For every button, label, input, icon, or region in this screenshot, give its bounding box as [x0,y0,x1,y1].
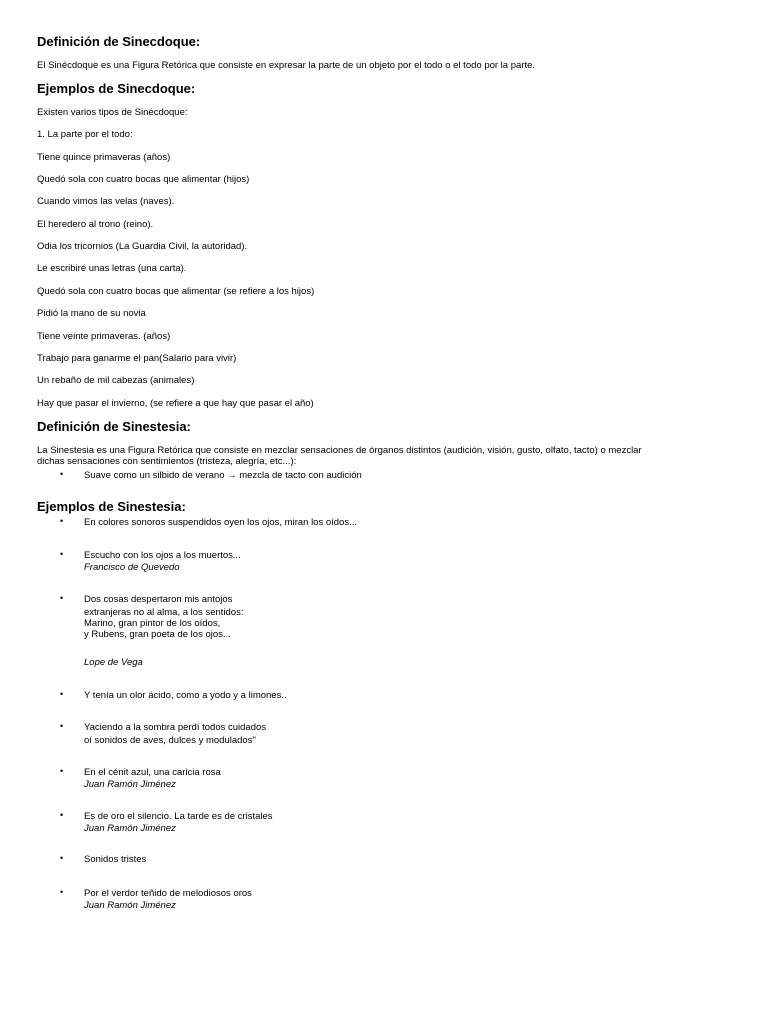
sinestesia-example-author: Juan Ramón Jiménez [84,900,176,911]
sinestesia-example-line: Marino, gran pintor de los oídos, [84,618,221,629]
sinecdoque-example: Tiene veinte primaveras. (años) [37,331,171,342]
sinestesia-example-line: oí sonidos de aves, dulces y modulados" [84,735,256,746]
sinecdoque-example: Trabajo para ganarme el pan(Salario para vivir) [37,353,237,364]
sinestesia-example-author: Juan Ramón Jiménez [84,823,176,834]
sinestesia-definition-text-line1: La Sinestesia es una Figura Retórica que consiste en mezclar sensaciones de órganos distintos (audición, visión, gusto, olfato, tacto) o mezclar [37,445,642,456]
sinestesia-definition-title: Definición de Sinestesia: [37,419,191,434]
sinecdoque-definition-title: Definición de Sinecdoque: [37,34,201,49]
sinestesia-example-line: Yaciendo a la sombra perdí todos cuidados [84,722,267,733]
sinestesia-example-line: Es de oro el silencio. La tarde es de cristales [84,811,273,822]
sinestesia-example-line: Sonidos tristes [84,854,147,865]
sinecdoque-example: Pidió la mano de su novia [37,308,146,319]
sinecdoque-intro: Existen varios tipos de Sinécdoque: [37,107,188,118]
sinestesia-example-line: En colores sonoros suspendidos oyen los ojos, miran los oídos... [84,517,358,528]
sinestesia-example-author: Francisco de Quevedo [84,562,180,573]
sinecdoque-example: Tiene quince primaveras (años) [37,152,171,163]
sinestesia-example-line: Por el verdor teñido de melodiosos oros [84,888,252,899]
sinestesia-example-line: extranjeras no al alma, a los sentidos: [84,607,244,618]
bullet-icon: • [60,689,64,699]
sinecdoque-example: Quedó sola con cuatro bocas que alimentar (se refiere a los hijos) [37,286,315,297]
bullet-icon: • [60,766,64,776]
bullet-icon: • [60,721,64,731]
bullet-icon: • [60,853,64,863]
bullet-icon: • [60,887,64,897]
sinecdoque-example: Un rebaño de mil cabezas (animales) [37,375,195,386]
bullet-icon: • [60,516,64,526]
sinestesia-examples-title: Ejemplos de Sinestesia: [37,499,186,514]
sinestesia-definition-bullet: Suave como un silbido de verano → mezcla de tacto con audición [84,470,362,481]
sinecdoque-type-label: 1. La parte por el todo: [37,129,133,140]
bullet-icon: • [60,549,64,559]
bullet-icon: • [60,593,64,603]
sinecdoque-example: Quedó sola con cuatro bocas que alimentar (hijos) [37,174,250,185]
sinestesia-example-line: Y tenía un olor ácido, como a yodo y a limones.. [84,690,287,701]
sinestesia-example-line: y Rubens, gran poeta de los ojos... [84,629,231,640]
sinestesia-example-line: En el cénit azul, una caricia rosa [84,767,221,778]
sinecdoque-example: Le escribiré unas letras (una carta). [37,263,187,274]
sinestesia-example-line: Dos cosas despertaron mis antojos [84,594,233,605]
sinestesia-example-author: Lope de Vega [84,657,143,668]
sinecdoque-example: Hay que pasar el invierno, (se refiere a que hay que pasar el año) [37,398,314,409]
sinecdoque-examples-title: Ejemplos de Sinecdoque: [37,81,196,96]
sinestesia-example-author: Juan Ramón Jiménez [84,779,176,790]
bullet-icon: • [60,469,64,479]
sinecdoque-definition-text: El Sinécdoque es una Figura Retórica que consiste en expresar la parte de un objeto por el todo o el todo por la parte. [37,60,536,71]
sinecdoque-example: Cuando vimos las velas (naves). [37,196,175,207]
sinestesia-example-line: Escucho con los ojos a los muertos... [84,550,241,561]
sinecdoque-example: Odia los tricornios (La Guardia Civil, la autoridad). [37,241,248,252]
sinestesia-definition-text-line2: dichas sensaciones con sentimientos (tristeza, alegría, etc...): [37,456,297,467]
bullet-icon: • [60,810,64,820]
sinecdoque-example: El heredero al trono (reino). [37,219,154,230]
